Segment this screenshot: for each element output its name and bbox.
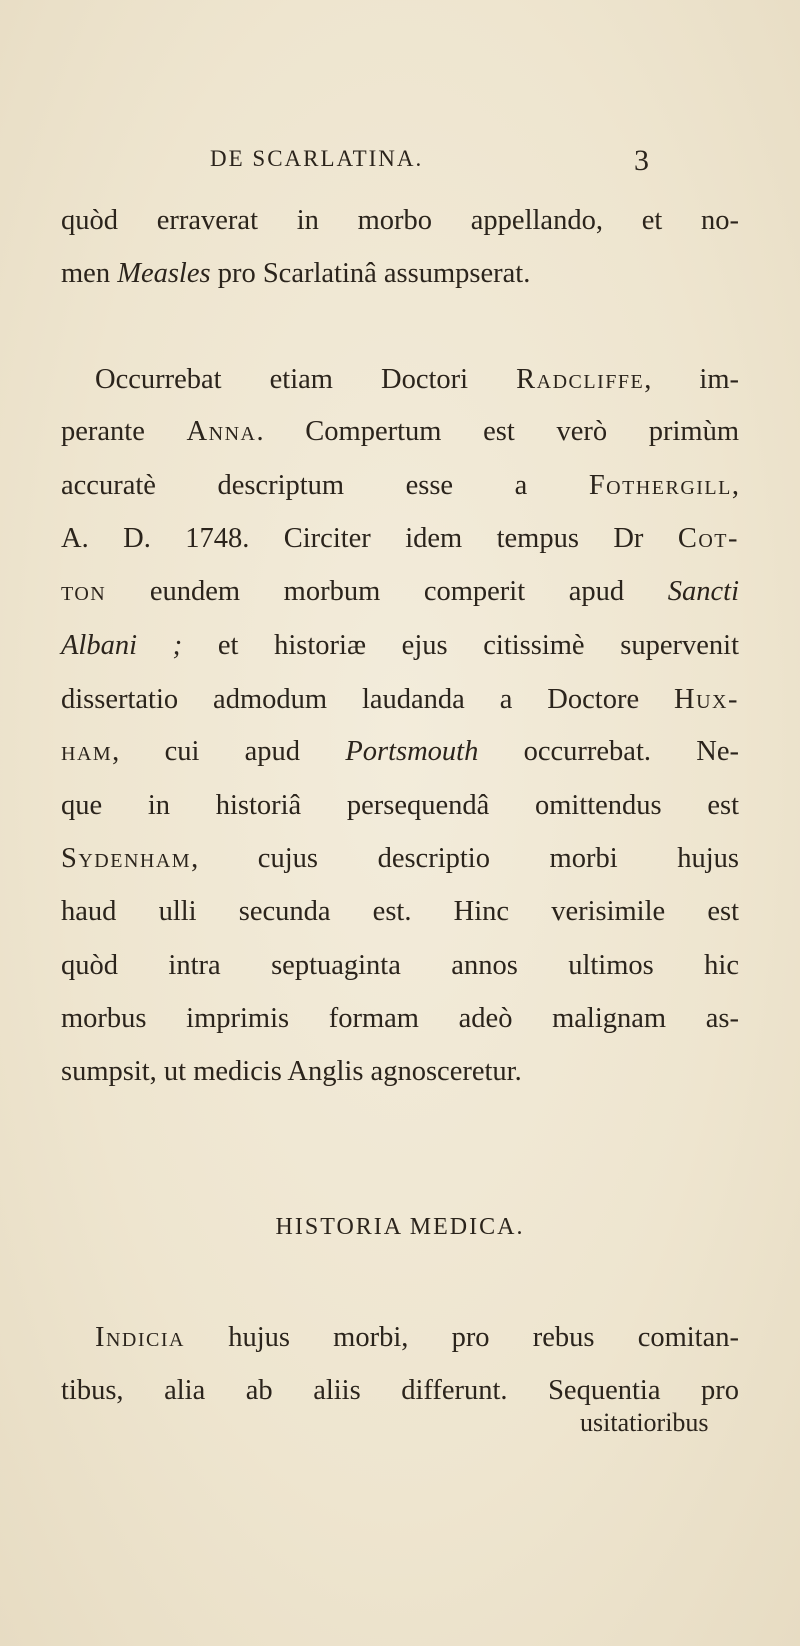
page-number: 3 (634, 144, 649, 177)
text-line (61, 472, 739, 501)
small-caps-name: Cot- (677, 523, 739, 554)
text-line (61, 578, 739, 607)
text-run: , cujus descriptio morbi hujus (191, 843, 739, 874)
text-run: pro Scarlatinâ assumpserat. (210, 258, 531, 289)
italic-term: Sancti (667, 576, 739, 607)
text-run: eundem morbum comperit apud (106, 576, 668, 607)
small-caps-name: Hux- (674, 684, 739, 715)
text-run: . Compertum est verò primùm (256, 416, 740, 447)
small-caps-name: Radcliffe (516, 364, 645, 395)
text-line (61, 525, 739, 554)
italic-term: Albani ; (61, 630, 183, 661)
text-run: , cui apud (112, 736, 346, 767)
small-caps-term: Indicia (95, 1322, 185, 1353)
italic-term: Portsmouth (345, 736, 479, 767)
text-run: quòd erraverat in morbo appellando, et no- (61, 205, 739, 236)
text-line (61, 632, 739, 661)
text-run: sumpsit, ut medicis Anglis agnosceretur. (61, 1056, 522, 1087)
small-caps-name: ham (61, 736, 113, 767)
text-line (61, 845, 739, 874)
running-title: DE SCARLATINA. (210, 146, 424, 171)
small-caps-name: ton (61, 576, 107, 607)
section-heading: HISTORIA MEDICA. (275, 1214, 525, 1240)
text-line (61, 898, 739, 927)
italic-term: Measles (117, 258, 211, 289)
text-run: , (731, 470, 739, 501)
text-line (95, 366, 739, 395)
text-line (61, 1058, 739, 1087)
text-run: morbus imprimis formam adeò malignam as- (61, 1003, 739, 1034)
small-caps-name: Fothergill (588, 470, 732, 501)
running-head (0, 146, 800, 180)
text-run: tibus, alia ab aliis differunt. Sequentia pro (61, 1375, 739, 1406)
text-line (61, 260, 739, 289)
text-run: et historiæ ejus citissimè supervenit (182, 630, 739, 661)
text-run: perante (61, 416, 187, 447)
text-run: hujus morbi, pro rebus comitan- (184, 1322, 739, 1353)
text-line (61, 1005, 739, 1034)
text-run: A. D. 1748. Circiter idem tempus Dr (61, 523, 678, 554)
text-run: dissertatio admodum laudanda a Doctore (61, 684, 675, 715)
text-line (61, 418, 739, 447)
text-line (61, 952, 739, 981)
text-line (61, 686, 739, 715)
text-line (95, 1324, 739, 1353)
text-run: Occurrebat etiam Doctori (95, 364, 517, 395)
text-line (61, 738, 739, 767)
small-caps-name: Anna (186, 416, 257, 447)
text-line (61, 207, 739, 236)
text-run: haud ulli secunda est. Hinc verisimile est (61, 896, 739, 927)
text-line (61, 792, 739, 821)
small-caps-name: Sydenham (61, 843, 192, 874)
text-run: men (61, 258, 118, 289)
catchword: usitatioribus (580, 1408, 709, 1437)
text-line (61, 1377, 739, 1406)
text-run: occurrebat. Ne- (478, 736, 739, 767)
text-run: que in historiâ persequendâ omittendus est (61, 790, 739, 821)
text-run: accuratè descriptum esse a (61, 470, 589, 501)
text-run: , im- (644, 364, 740, 395)
text-run: quòd intra septuaginta annos ultimos hic (61, 950, 739, 981)
